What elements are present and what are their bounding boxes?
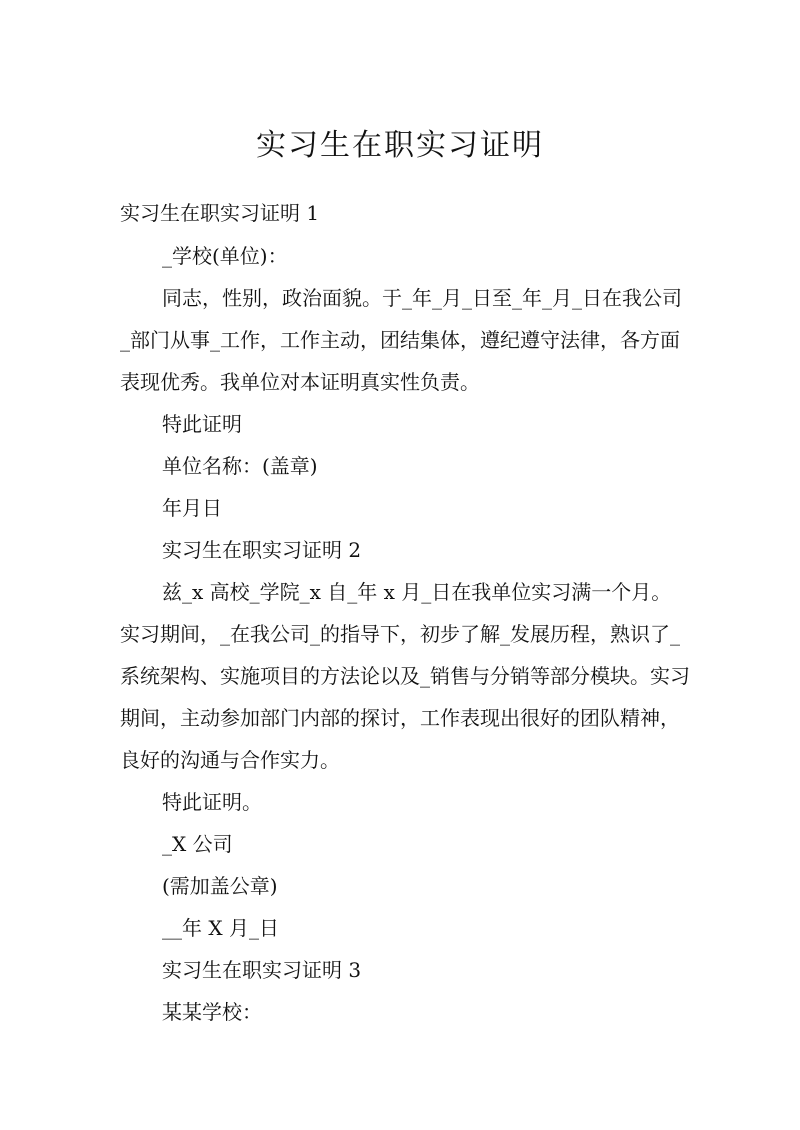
section1-closing: 特此证明: [162, 412, 242, 436]
section1-heading: 实习生在职实习证明 1: [120, 201, 320, 225]
section1-unit-name: 单位名称：(盖章): [162, 454, 318, 478]
section1-body: 同志，性别，政治面貌。于_年_月_日至_年_月_日在我公司_部门从事_工作，工作主动，团结集体，遵纪遵守法律，各方面表现优秀。我单位对本证明真实性负责。: [120, 286, 682, 394]
section2-company: _X 公司: [162, 832, 233, 856]
section2-heading: 实习生在职实习证明 2: [162, 538, 362, 562]
section1-date: 年月日: [162, 496, 222, 520]
section2-date: __年 X 月_日: [162, 916, 279, 940]
section2-body: 兹_x 高校_学院_x 自_年 x 月_日在我单位实习满一个月。实习期间，_在我公司_的指导下，初步了解_发展历程，熟识了_系统架构、实施项目的方法论以及_销售与分销等部分模块。实习期间，主动参加部门内部的探讨，工作表现出很好的团队精神，良好的沟通与合作实力。: [120, 580, 690, 772]
section2-closing: 特此证明。: [162, 790, 262, 814]
section2-seal-note: (需加盖公章): [162, 874, 278, 898]
section1-salutation: _学校(单位)：: [162, 244, 288, 268]
section3-heading: 实习生在职实习证明 3: [162, 958, 362, 982]
document-title: 实习生在职实习证明: [256, 128, 544, 163]
section3-salutation: 某某学校：: [162, 1000, 262, 1024]
